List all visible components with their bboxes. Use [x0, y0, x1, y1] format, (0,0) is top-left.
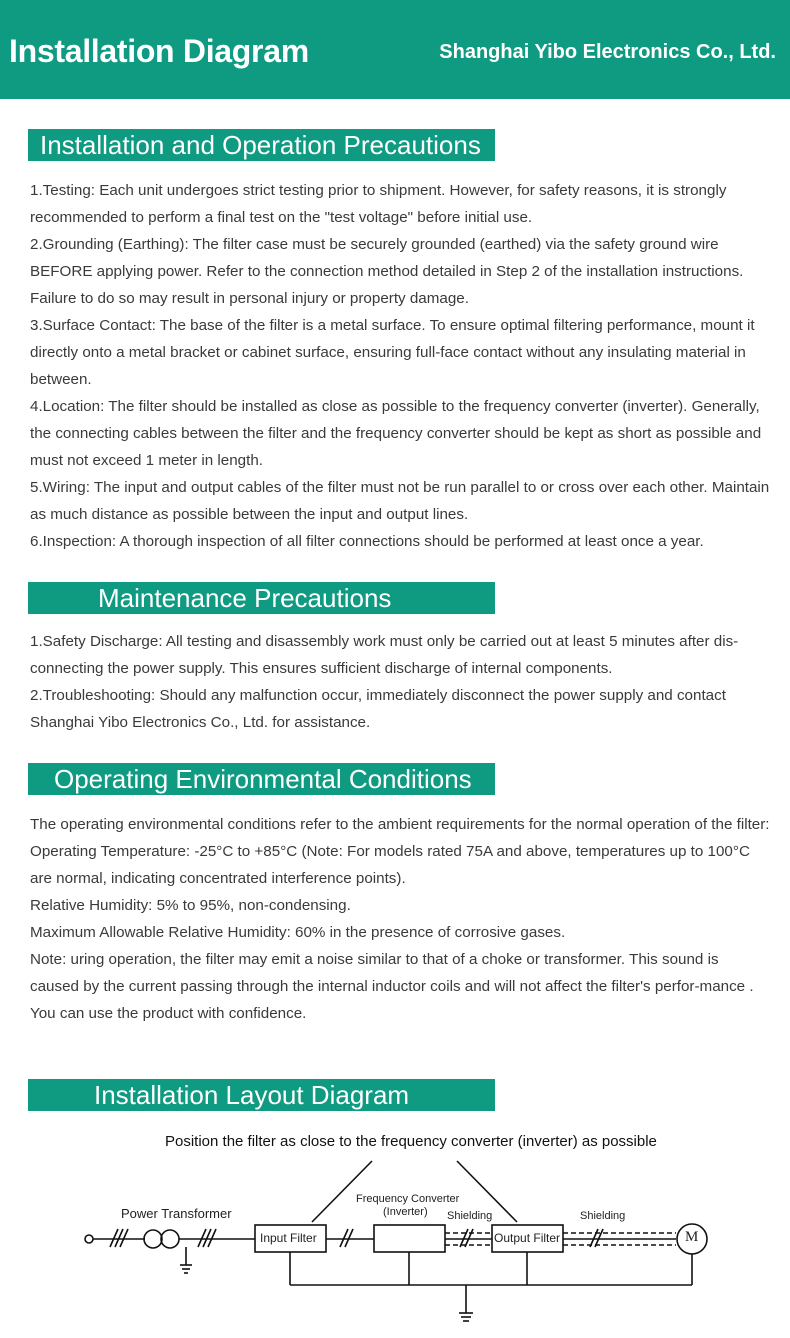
list-item: 2.Troubleshooting: Should any malfunction occur, immediately disconnect the power supply and contact Shanghai Yibo Electronics Co., Ltd. for assistance.	[30, 687, 726, 731]
list-item: Note: uring operation, the filter may emit a noise similar to that of a choke or transformer. This sound is caused by the current passing through the internal inductor coils and will not affect the filter's perfor-mance . You can use the product with confidence.	[30, 951, 754, 1022]
list-item: Operating Temperature: -25°C to +85°C (Note: For models rated 75A and above, temperatures up to 100°C are normal, indicating concentrated interference points).	[30, 843, 750, 887]
label-input-filter: Input Filter	[260, 1231, 317, 1245]
label-inverter: (Inverter)	[383, 1206, 428, 1218]
maintenance-precautions-text	[30, 628, 770, 736]
label-motor: M	[685, 1229, 699, 1245]
label-frequency-converter: Frequency Converter	[356, 1193, 460, 1205]
label-shielding-1: Shielding	[447, 1210, 493, 1222]
list-item: 5.Wiring: The input and output cables of the filter must not be run parallel to or cross over each other. Maintain as much distance as possible between the input and output lines.	[30, 479, 770, 523]
page-header	[0, 0, 790, 99]
section-heading-layout: Installation Layout Diagram	[28, 1079, 495, 1111]
list-item: The operating environmental conditions refer to the ambient requirements for the normal operation of the filter:	[30, 816, 770, 833]
transformer-coil-left	[144, 1230, 162, 1248]
diagram-caption: Position the filter as close to the frequency converter (inverter) as possible	[165, 1133, 657, 1150]
list-item: 1.Testing: Each unit undergoes strict testing prior to shipment. However, for safety reasons, it is strongly recommended to perform a final test on the "test voltage" before initial use.	[30, 182, 727, 226]
environment-conditions-text	[30, 811, 770, 1027]
list-item: 3.Surface Contact: The base of the filter is a metal surface. To ensure optimal filtering performance, mount it directly onto a metal bracket or cabinet surface, ensuring full-face contact without any insulating material in between.	[30, 317, 755, 388]
list-item: Maximum Allowable Relative Humidity: 60% in the presence of corrosive gases.	[30, 924, 566, 941]
section-heading-installation: Installation and Operation Precautions	[28, 129, 495, 161]
label-shielding-2: Shielding	[580, 1210, 626, 1222]
list-item: 1.Safety Discharge: All testing and disassembly work must only be carried out at least 5 minutes after dis-connecting the power supply. This ensures sufficient discharge of internal components.	[30, 633, 739, 677]
page-title: Installation Diagram	[9, 33, 309, 69]
input-terminal	[85, 1235, 93, 1243]
installation-precautions-text	[30, 177, 770, 555]
frequency-converter-box	[374, 1225, 445, 1252]
transformer-coil-right	[161, 1230, 179, 1248]
installation-layout-diagram	[0, 1125, 790, 1338]
label-output-filter: Output Filter	[494, 1231, 561, 1245]
section-heading-environment: Operating Environmental Conditions	[28, 763, 495, 795]
list-item: 4.Location: The filter should be installed as close as possible to the frequency converter (inverter). Generally, the connecting cables between the filter and the frequency converter should be kept as short as possible and must not exceed 1 meter in length.	[30, 398, 762, 469]
list-item: 6.Inspection: A thorough inspection of all filter connections should be performed at least once a year.	[30, 533, 704, 550]
pointer-line-left	[312, 1161, 372, 1222]
list-item: Relative Humidity: 5% to 95%, non-condensing.	[30, 897, 351, 914]
label-power-transformer: Power Transformer	[121, 1206, 232, 1221]
list-item: 2.Grounding (Earthing): The filter case must be securely grounded (earthed) via the safety ground wire BEFORE applying power. Refer to the connection method detailed in Step 2 of the installation instructions. Failure to do so may result in personal injury or property damage.	[30, 236, 744, 307]
section-heading-maintenance: Maintenance Precautions	[28, 582, 495, 614]
wiring-schematic	[0, 1125, 790, 1338]
company-name: Shanghai Yibo Electronics Co., Ltd.	[439, 41, 776, 63]
